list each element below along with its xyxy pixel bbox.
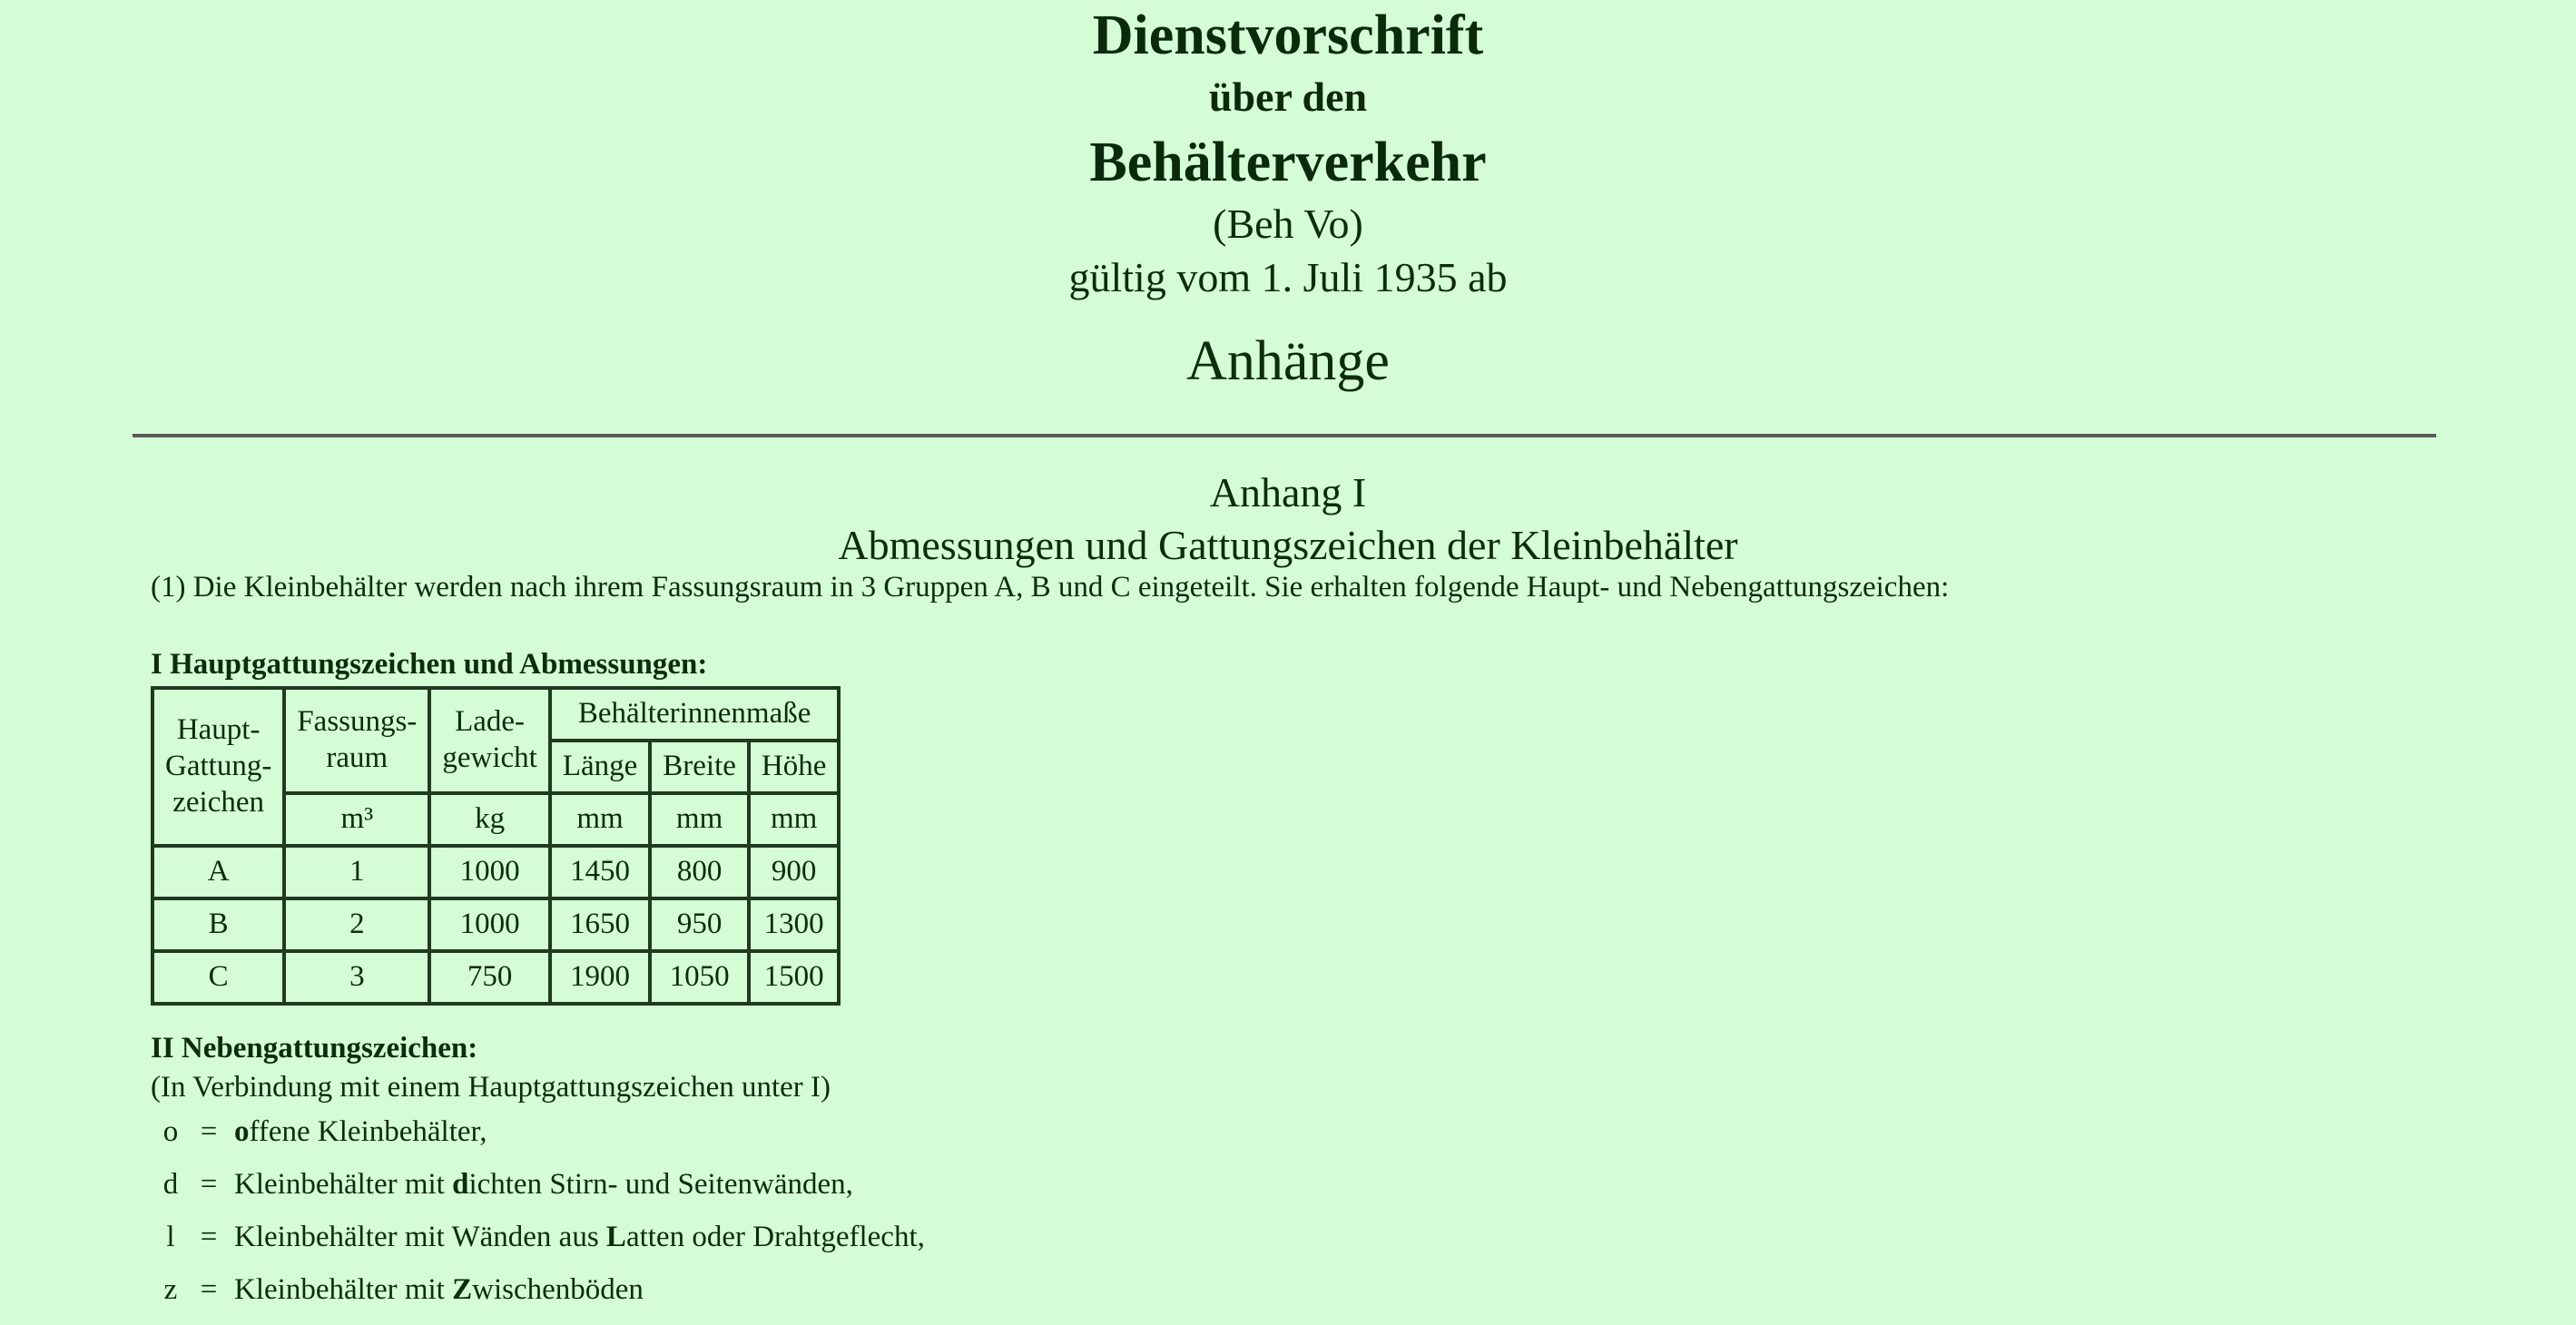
unit-volume: m³ bbox=[284, 793, 429, 846]
code-letter: z bbox=[163, 1272, 178, 1306]
cell-code: B bbox=[152, 898, 284, 951]
cell-load: 750 bbox=[429, 951, 549, 1004]
equals-sign: = bbox=[200, 1114, 218, 1148]
code-letter: o bbox=[162, 1114, 179, 1148]
section2-note: (In Verbindung mit einem Hauptgattungszeichen unter I) bbox=[151, 1070, 831, 1104]
appendix-subtitle: Abmessungen und Gattungszeichen der Kleinbehälter bbox=[838, 521, 1738, 568]
table-header-row-1 bbox=[152, 688, 839, 741]
list-item bbox=[151, 1165, 2511, 1218]
intro-paragraph: (1) Die Kleinbehälter werden nach ihrem Fassungsraum in 3 Gruppen A, B und C eingeteilt. Sie erhalten folgende Haupt- und Nebengattungszeichen: bbox=[151, 571, 1950, 604]
code-description: Kleinbehälter mit Zwischenböden bbox=[234, 1272, 644, 1306]
list-item bbox=[151, 1113, 2511, 1165]
cell-length: 1900 bbox=[550, 951, 650, 1004]
validity-date: gültig vom 1. Juli 1935 ab bbox=[1068, 254, 1508, 301]
cell-length: 1450 bbox=[550, 846, 650, 898]
section2-heading: II Nebengattungszeichen: bbox=[151, 1031, 478, 1065]
cell-volume: 2 bbox=[284, 898, 429, 951]
dimensions-table bbox=[151, 686, 841, 1006]
table-row bbox=[152, 846, 839, 898]
title-behaelterverkehr: Behälterverkehr bbox=[1089, 132, 1487, 194]
cell-volume: 3 bbox=[284, 951, 429, 1004]
code-description: Kleinbehälter mit Wänden aus Latten oder Drahtgeflecht, bbox=[234, 1220, 925, 1253]
header-volume: Fassungs- raum bbox=[284, 688, 429, 793]
equals-sign: = bbox=[200, 1167, 218, 1201]
header-load: Lade- gewicht bbox=[429, 688, 549, 793]
cell-height: 1300 bbox=[749, 898, 839, 951]
cell-width: 950 bbox=[650, 898, 749, 951]
cell-length: 1650 bbox=[550, 898, 650, 951]
code-description: Kleinbehälter mit dichten Stirn- und Seitenwänden, bbox=[234, 1167, 853, 1201]
cell-volume: 1 bbox=[284, 846, 429, 898]
cell-height: 1500 bbox=[749, 951, 839, 1004]
cell-height: 900 bbox=[749, 846, 839, 898]
unit-width: mm bbox=[650, 793, 749, 846]
cell-width: 800 bbox=[650, 846, 749, 898]
cell-load: 1000 bbox=[429, 846, 549, 898]
cell-load: 1000 bbox=[429, 898, 549, 951]
appendix-content bbox=[151, 568, 2511, 1323]
header-divider bbox=[133, 434, 2436, 437]
equals-sign: = bbox=[200, 1220, 218, 1253]
equals-sign: = bbox=[200, 1272, 218, 1306]
code-letter: l bbox=[166, 1220, 175, 1253]
title-ueber-den: über den bbox=[1208, 74, 1368, 121]
header-width: Breite bbox=[650, 741, 749, 793]
table-row bbox=[152, 898, 839, 951]
secondary-codes-list bbox=[151, 1113, 2511, 1323]
list-item bbox=[151, 1271, 2511, 1323]
cell-code: C bbox=[152, 951, 284, 1004]
document-header bbox=[0, 4, 2576, 395]
code-letter: d bbox=[162, 1167, 179, 1201]
title-abbreviation: (Beh Vo) bbox=[1213, 201, 1363, 248]
unit-load: kg bbox=[429, 793, 549, 846]
appendix-heading bbox=[0, 466, 2576, 571]
cell-code: A bbox=[152, 846, 284, 898]
code-description: offene Kleinbehälter, bbox=[234, 1114, 487, 1148]
section1-heading: I Hauptgattungszeichen und Abmessungen: bbox=[151, 647, 708, 681]
appendix-title: Anhang I bbox=[1209, 469, 1367, 515]
list-item bbox=[151, 1218, 2511, 1271]
cell-width: 1050 bbox=[650, 951, 749, 1004]
header-inner-dimensions: Behälterinnenmaße bbox=[550, 688, 840, 741]
title-dienstvorschrift: Dienstvorschrift bbox=[1092, 5, 1484, 66]
header-length: Länge bbox=[550, 741, 650, 793]
header-code: Haupt- Gattung- zeichen bbox=[152, 688, 284, 846]
unit-length: mm bbox=[550, 793, 650, 846]
section-anhaenge: Anhänge bbox=[1186, 330, 1390, 393]
header-height: Höhe bbox=[749, 741, 839, 793]
unit-height: mm bbox=[749, 793, 839, 846]
table-row bbox=[152, 951, 839, 1004]
